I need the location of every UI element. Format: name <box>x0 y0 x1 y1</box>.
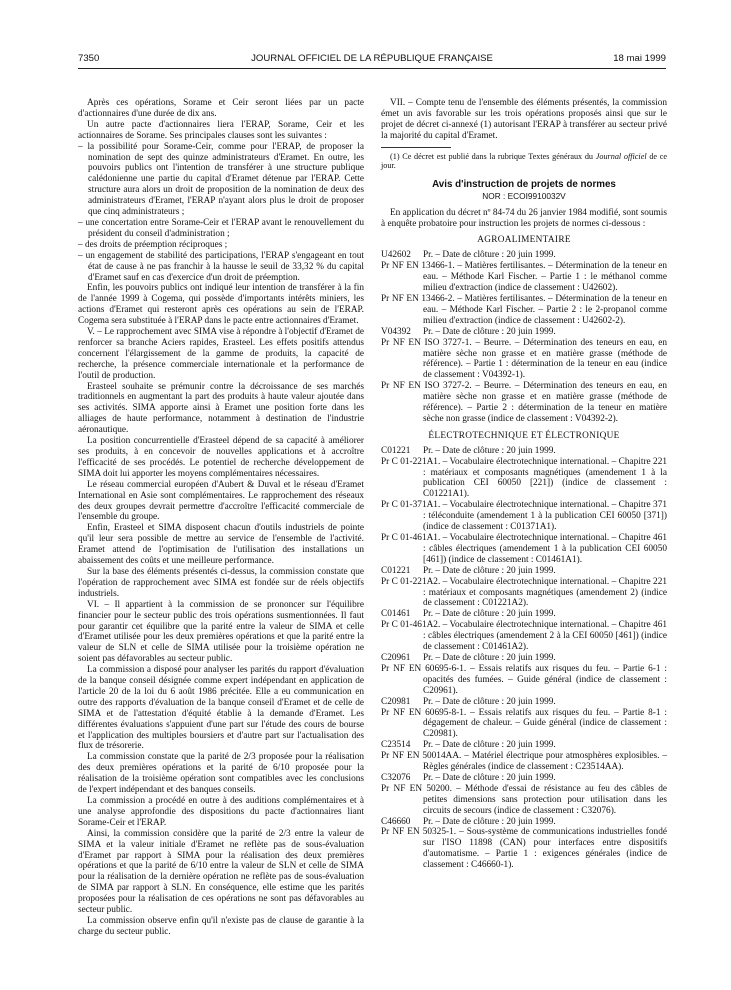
entry-text: Pr. – Date de clôture : 20 juin 1999. <box>423 565 556 576</box>
standard-entry <box>381 250 667 261</box>
paragraph: VI. – Il appartient à la commission de se prononcer sur l'équilibre financier pour le secteur public des trois opérations susmentionnées. Il faut pour garantir cet équilibre que la parité entre la valeur de SIMA et celle d'Eramet utilisée pour les deux premières opérations et que la parité entre la valeur de SLN et celle de SIMA utilisée pour la troisième opération ne soient pas défavorables au secteur public. <box>78 599 364 665</box>
entry-text <box>381 827 667 871</box>
entry-description: 13466-2. – Matières fertilisantes. – Détermination de la teneur en eau. – Méthode Karl Fischer. – Partie 2 : le 2-propanol comme milieu d'extraction (indice de classement : U42602-2). <box>421 293 667 326</box>
entry-text <box>381 381 667 425</box>
entry-text: Pr. – Date de clôture : 20 juin 1999. <box>423 816 556 827</box>
standard-entry <box>381 817 667 828</box>
entry-code: Pr NF EN <box>381 663 422 674</box>
entry-code: Pr NF EN <box>381 707 422 718</box>
standard-entry <box>381 784 667 817</box>
clause-item: – une concertation entre Sorame-Ceir et l'ERAP avant le renouvellement du président du conseil d'administration ; <box>78 218 364 240</box>
entry-code: Pr NF EN <box>381 337 421 348</box>
standard-entry <box>381 294 667 327</box>
standard-entry <box>381 500 667 533</box>
entry-code: C20961 <box>381 652 411 663</box>
entry-code: C46660 <box>381 816 411 827</box>
standard-entry <box>381 751 667 773</box>
entry-text: Pr. – Date de clôture : 20 juin 1999. <box>423 326 556 337</box>
entry-text: Pr. – Date de clôture : 20 juin 1999. <box>423 772 556 783</box>
footnote-text: de ce jour. <box>381 151 667 171</box>
left-column <box>78 98 364 938</box>
entry-code: C23514 <box>381 740 411 751</box>
notice-intro: En application du décret nº 84-74 du 26 janvier 1984 modifié, sont soumis à enquête probatoire pour instruction les projets de normes ci-dessous : <box>381 207 667 229</box>
entry-code: Pr NF EN <box>381 783 423 794</box>
entry-text: Pr. – Date de clôture : 20 juin 1999. <box>423 609 556 620</box>
right-column <box>381 98 667 871</box>
entry-text <box>381 620 667 653</box>
entry-text: Pr. – Date de clôture : 20 juin 1999. <box>423 696 556 707</box>
standard-entry <box>381 773 667 784</box>
entry-code: Pr NF EN <box>381 261 419 272</box>
entry-code: C01461 <box>381 609 411 620</box>
entry-code: C01221 <box>381 445 411 456</box>
header-rule <box>78 68 666 69</box>
standard-entry <box>381 327 667 338</box>
entry-description: 01-461A2. – Vocabulaire électrotechnique international. – Chapitre 461 : câbles électriques (amendement 2 à la CEI 60050 [461]) (indice de classement : C01461A2). <box>400 620 667 653</box>
footnote-separator <box>381 147 451 148</box>
notice-nor: NOR : ECOI9910032V <box>482 190 566 201</box>
paragraph: La commission a disposé pour analyser les parités du rapport d'évaluation de la banque conseil désignée comme expert indépendant en application de l'article 20 de la loi du 6 août 1986 précitée. Elle a eu communication en outre des rapports d'évaluation de la banque conseil d'Eramet et de celle de SIMA et de l'attestation d'équité établie à la demande d'Eramet. Les différentes évaluations s'appuient d'une part sur l'étude des cours de bourse et l'application des multiples boursiers et d'autre part sur l'actualisation des flux de trésorerie. <box>78 665 364 752</box>
entry-description: 50200. – Méthode d'essai de résistance au feu des câbles de petites dimensions sans protection pour utilisation dans les circuits de secours (indice de classement : C32076). <box>423 783 667 816</box>
entry-code: C20981 <box>381 696 411 707</box>
paragraph: Le réseau commercial européen d'Aubert & Duval et le réseau d'Eramet International en Asie sont complémentaires. Le rapprochement des réseaux des deux groupes devrait permettre d'accroître l'efficacité commerciale de l'ensemble du groupe. <box>78 479 364 523</box>
footnote-journal: Journal officiel <box>595 151 647 161</box>
footnote <box>381 152 667 171</box>
entry-description: 50325-1. – Sous-système de communications industrielles fondé sur l'ISO 11898 (CAN) pour interfaces entre dispositifs d'automatisme. – Partie 1 : exigences générales (indice de classement : C46660-1). <box>422 827 667 871</box>
entry-code: Pr C <box>381 620 398 631</box>
elec-standards-list <box>381 446 667 871</box>
paragraph: Ainsi, la commission considère que la parité de 2/3 entre la valeur de SIMA et la valeur initiale d'Eramet ne reflète pas de sous-évaluation d'Eramet par rapport à SIMA pour la réalisation des deux premières opérations et que la parité de 6/10 entre la valeur de SLN et celle de SIMA pour la réalisation de la dernière opération ne reflète pas de sous-évaluation de SIMA par rapport à SLN. En conséquence, elle estime que les parités proposées pour la réalisation de ces opérations ne sont pas défavorables au secteur public. <box>78 828 364 916</box>
notice-title: Avis d'instruction de projets de normes <box>432 178 616 190</box>
paragraph: Un autre pacte d'actionnaires liera l'ERAP, Sorame, Ceir et les actionnaires de Sorame. Ses principales clauses sont les suivantes : <box>78 119 364 141</box>
entry-code: Pr C <box>381 500 398 511</box>
standard-entry <box>381 577 667 610</box>
standard-entry <box>381 446 667 457</box>
paragraph: La commission constate que la parité de 2/3 proposée pour la réalisation des deux premières opérations et la parité de 6/10 proposée pour la réalisation de la troisième opération sont compatibles avec les conclusions de l'expert indépendant et des banques conseils. <box>78 752 364 796</box>
standard-entry <box>381 697 667 708</box>
paragraph: Sur la base des éléments présentés ci-dessus, la commission constate que l'opération de rapprochement avec SIMA est fondée sur de réels objectifs industriels. <box>78 566 364 599</box>
entry-description: 01-461A1. – Vocabulaire électrotechnique international. – Chapitre 461 : câbles électriques (amendement 1 à la publication CEI 60050 [461]) (indice de classement : C01461A1). <box>400 533 667 565</box>
entry-description: ISO 3727-1. – Beurre. – Détermination des teneurs en eau, en matière sèche non grasse et en matière grasse (méthode de référence). – Partie 1 : détermination de la teneur en eau (indice de classement : V04392-1). <box>423 337 668 381</box>
page-number: 7350 <box>78 53 100 64</box>
entry-text <box>381 784 667 817</box>
entry-text <box>381 577 667 610</box>
clause-item: – un engagement de stabilité des participations, l'ERAP s'engageant en tout état de cause à ne pas franchir à la hausse le seuil de 33,32 % du capital d'Eramet sauf en cas d'exercice d'un droit de préemption. <box>78 251 364 284</box>
entry-text <box>381 533 667 566</box>
paragraph: Après ces opérations, Sorame et Ceir seront liées par un pacte d'actionnaires d'une durée de dix ans. <box>78 98 364 119</box>
entry-text <box>381 294 667 327</box>
section-heading: ÉLECTROTECHNIQUE ET ÉLECTRONIQUE <box>428 430 620 441</box>
entry-code: C01221 <box>381 565 411 576</box>
entry-text <box>381 338 667 382</box>
entry-text: Pr. – Date de clôture : 20 juin 1999. <box>423 250 556 261</box>
issue-date: 18 mai 1999 <box>613 53 666 64</box>
standard-entry <box>381 740 667 751</box>
standard-entry <box>381 620 667 653</box>
agro-standards-list <box>381 250 667 425</box>
entry-description: 60695-8-1. – Essais relatifs aux risques du feu. – Partie 8-1 : dégagement de chaleur. – Guide général (indice de classement : C20981). <box>423 707 667 740</box>
section-heading: AGROALIMENTAIRE <box>477 235 571 246</box>
entry-text <box>381 664 667 697</box>
paragraph: Enfin, Erasteel et SIMA disposent chacun d'outils industriels de pointe qu'il leur sera possible de mettre au service de l'ensemble de l'activité. Eramet attend de l'optimisation de l'utilisation des installations un abaissement des coûts et une meilleure performance. <box>78 523 364 567</box>
entry-code: Pr NF EN <box>381 827 420 838</box>
entry-text <box>381 457 667 501</box>
paragraph: Erasteel souhaite se prémunir contre la décroissance de ses marchés traditionnels en augmentant la part des produits à haute valeur ajoutée dans ses activités. SIMA apporte ainsi à Eramet une position forte dans les alliages de haute performance, notamment à destination de l'industrie aéronautique. <box>78 381 364 436</box>
entry-code: Pr C <box>381 576 398 587</box>
clause-item: – des droits de préemption réciproques ; <box>78 240 364 251</box>
entry-text <box>381 708 667 741</box>
entry-description: ISO 3727-2. – Beurre. – Détermination des teneurs en eau, en matière sèche non grasse et en matière grasse (méthode de référence). – Partie 2 : détermination de la teneur en matière sèche non grasse (indice de classement : V04392-2). <box>423 381 668 424</box>
entry-code: V04392 <box>381 326 411 337</box>
standard-entry <box>381 533 667 566</box>
entry-code: Pr NF EN <box>381 293 419 304</box>
entry-description: 01-221A2. – Vocabulaire électrotechnique international. – Chapitre 221 : matériaux et composants magnétiques (amendement 2) (indice de classement : C01221A2). <box>400 576 667 609</box>
entry-description: 50014AA. – Matériel électrique pour atmosphères explosibles. – Règles générales (indice de classement : C23514AA). <box>422 751 667 773</box>
entry-text <box>381 751 667 773</box>
paragraph: Enfin, les pouvoirs publics ont indiqué leur intention de transférer à la fin de l'année 1999 à Cogema, qui possède d'importants intérêts miniers, les actions d'Eramet qui resteront après ces opérations au sein de l'ERAP. Cogema sera substituée à l'ERAP dans le pacte entre actionnaires d'Eramet. <box>78 283 364 327</box>
standard-entry <box>381 381 667 425</box>
paragraph: VII. – Compte tenu de l'ensemble des éléments présentés, la commission émet un avis favorable sur les trois opérations proposés ainsi que sur le projet de décret ci-annexé (1) autorisant l'ERAP à transférer au secteur privé la majorité du capital d'Eramet. <box>381 98 667 141</box>
standard-entry <box>381 261 667 294</box>
entry-description: 60695-6-1. – Essais relatifs aux risques du feu. – Partie 6-1 : opacités des fumées. – Guide général (indice de classement : C20961). <box>423 663 667 696</box>
entry-text <box>381 500 667 533</box>
footnote-text: (1) Ce décret est publié dans la rubrique Textes généraux du <box>390 151 596 161</box>
entry-description: 13466-1. – Matières fertilisantes. – Détermination de la teneur en eau. – Méthode Karl Fischer. – Partie 1 : le méthanol comme milieu d'extraction (indice de classement : U42602). <box>421 261 667 294</box>
paragraph: V. – Le rapprochement avec SIMA vise à répondre à l'objectif d'Eramet de renforcer sa branche Aciers rapides, Erasteel. Les effets positifs attendus concernent l'élargissement de la gamme de produits, la capacité de recherche, la présence commerciale internationale et la performance de l'outil de production. <box>78 327 364 381</box>
standard-entry <box>381 708 667 741</box>
paragraph: La commission observe enfin qu'il n'existe pas de clause de garantie à la charge du secteur public. <box>78 915 364 937</box>
standard-entry <box>381 338 667 382</box>
entry-description: 01-221A1. – Vocabulaire électrotechnique international. – Chapitre 221 : matériaux et composants magnétiques (amendement 1 à la publication CEI 60050 [221]) (indice de classement : C01221A1). <box>400 456 667 500</box>
journal-title: JOURNAL OFFICIEL DE LA RÉPUBLIQUE FRANÇAISE <box>251 53 493 64</box>
entry-code: Pr C <box>381 456 398 467</box>
entry-text <box>381 261 667 294</box>
page-header <box>78 53 666 67</box>
standard-entry <box>381 653 667 664</box>
entry-code: Pr C <box>381 533 398 543</box>
standard-entry <box>381 457 667 501</box>
entry-text: Pr. – Date de clôture : 20 juin 1999. <box>423 652 556 663</box>
entry-code: C32076 <box>381 772 411 783</box>
entry-text: Pr. – Date de clôture : 20 juin 1999. <box>423 740 556 751</box>
standard-entry <box>381 827 667 871</box>
standard-entry <box>381 664 667 697</box>
entry-description: 01-371A1. – Vocabulaire électrotechnique international. – Chapitre 371 : téléconduite (amendement 1 à la publication CEI 60050 [371]) (indice de classement : C01371A1). <box>400 500 667 533</box>
entry-code: Pr NF EN <box>381 751 420 762</box>
entry-text: Pr. – Date de clôture : 20 juin 1999. <box>423 445 556 456</box>
paragraph: La commission a procédé en outre à des auditions complémentaires et à une analyse approfondie des dispositions du pacte d'actionnaires liant Sorame-Ceir et l'ERAP. <box>78 796 364 828</box>
standard-entry <box>381 566 667 577</box>
paragraph: La position concurrentielle d'Erasteel dépend de sa capacité à améliorer ses produits, à en concevoir de nouvelles applications et à accroître l'efficacité de ses procédés. Le potentiel de recherche développement de SIMA doit lui apporter les moyens complémentaires nécessaires. <box>78 436 364 479</box>
entry-code: U42602 <box>381 250 411 261</box>
clause-item: – la possibilité pour Sorame-Ceir, comme pour l'ERAP, de proposer la nomination de sept des quinze administrateurs d'Eramet. En outre, les pouvoirs publics ont l'intention de transférer à une structure publique calédonienne une partie du capital d'Eramet détenue par l'ERAP. Cette structure aura alors un droit de proposition de la nomination de deux des administrateurs d'Eramet, l'ERAP n'ayant alors plus le droit de proposer que cinq administrateurs ; <box>78 142 364 218</box>
standard-entry <box>381 609 667 620</box>
entry-code: Pr NF EN <box>381 381 421 392</box>
